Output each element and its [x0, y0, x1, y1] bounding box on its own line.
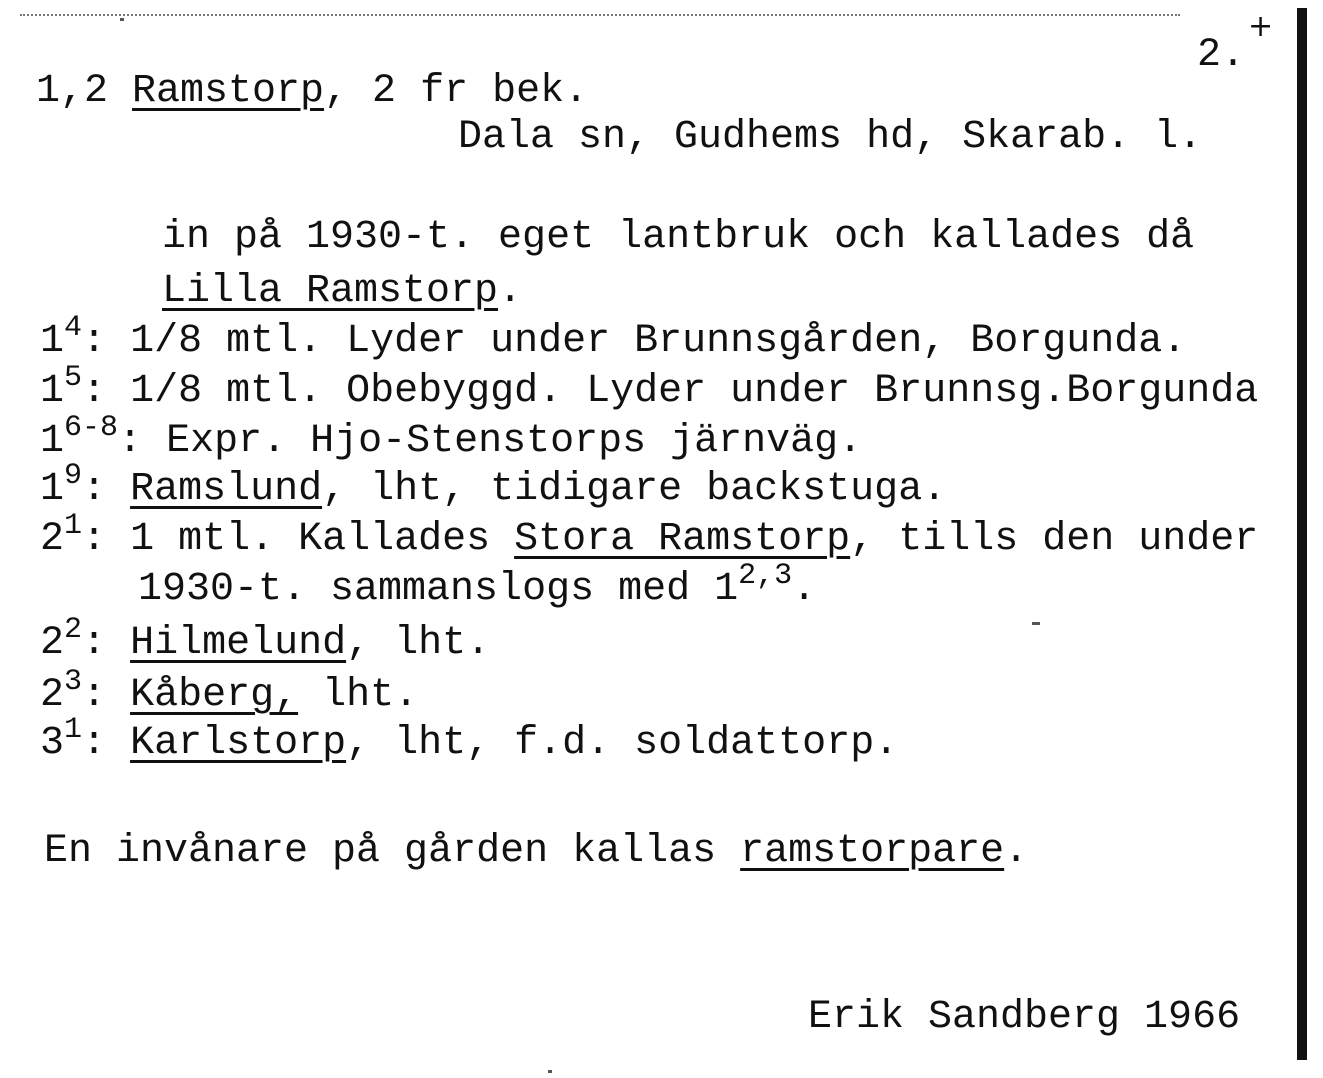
speck: [120, 18, 124, 21]
place-name-stora-ramstorp: Stora Ramstorp: [514, 517, 851, 562]
entry-2-3: $2^3$: Kåberg, lht.: [40, 665, 419, 718]
place-name-ramslund: Ramslund: [130, 467, 323, 512]
entry-3-1: $3^1$: Karlstorp, lht, f.d. soldattorp.: [40, 713, 899, 766]
intro-line-1: in på 1930-t. eget lantbruk och kallades då: [162, 215, 1195, 260]
place-name-lilla-ramstorp: Lilla Ramstorp: [162, 269, 499, 314]
right-card-edge: [1297, 8, 1307, 1060]
entry-1-5: $1^5$: 1/8 mtl. Obebyggd. Lyder under Brunnsg.Borgunda: [40, 361, 1259, 414]
entry-superscript: 2,3: [738, 559, 793, 593]
entry-superscript: 3: [64, 665, 83, 699]
intro-line-2: Lilla Ramstorp.: [162, 269, 523, 314]
entry-superscript: 2: [64, 613, 83, 647]
location-line: Dala sn, Gudhems hd, Skarab. l.: [458, 115, 1203, 160]
place-name-hilmelund: Hilmelund: [130, 621, 347, 666]
entry-1-6-8: 1$^{6-8}$: Expr. Hjo-Stenstorps järnväg.: [40, 411, 863, 464]
entry-superscript: 9: [64, 459, 83, 493]
entry-2-1-continuation: 1930-t. sammanslogs med 1$^{2,3}$.: [138, 559, 817, 612]
entry-superscript: 4: [64, 311, 83, 345]
speck: [548, 1070, 552, 1073]
entry-superscript: 1: [64, 713, 83, 747]
signature: Erik Sandberg 1966: [808, 995, 1241, 1040]
entry-superscript: 1: [64, 509, 83, 543]
page-number: 2.: [1197, 33, 1246, 78]
place-name-ramstorp: Ramstorp: [132, 69, 325, 114]
entry-superscript: 6-8: [64, 411, 119, 445]
footer-line: En invånare på gården kallas ramstorpare.: [44, 829, 1029, 874]
speck: [1032, 622, 1040, 625]
demonym-ramstorpare: ramstorpare: [740, 829, 1005, 874]
entry-1-4: $1^4$: 1/8 mtl. Lyder under Brunnsgården, Borgunda.: [40, 311, 1187, 364]
entry-2-1: $2^1$: 1 mtl. Kallades Stora Ramstorp, tills den under: [40, 509, 1259, 562]
entry-superscript: 5: [64, 361, 83, 395]
place-name-kaberg: Kåberg,: [130, 673, 299, 718]
plus-mark: +: [1248, 9, 1274, 44]
top-dotted-edge: [20, 14, 1180, 16]
entry-2-2: $2^2$: Hilmelund, lht.: [40, 613, 491, 666]
header-line: [36, 68, 588, 116]
place-name-karlstorp: Karlstorp: [130, 721, 347, 766]
header-suffix: , 2 fr bek.: [324, 69, 589, 114]
header-prefix: 1,2: [36, 69, 133, 114]
entry-1-9: $1^9$: Ramslund, lht, tidigare backstuga.: [40, 459, 947, 512]
